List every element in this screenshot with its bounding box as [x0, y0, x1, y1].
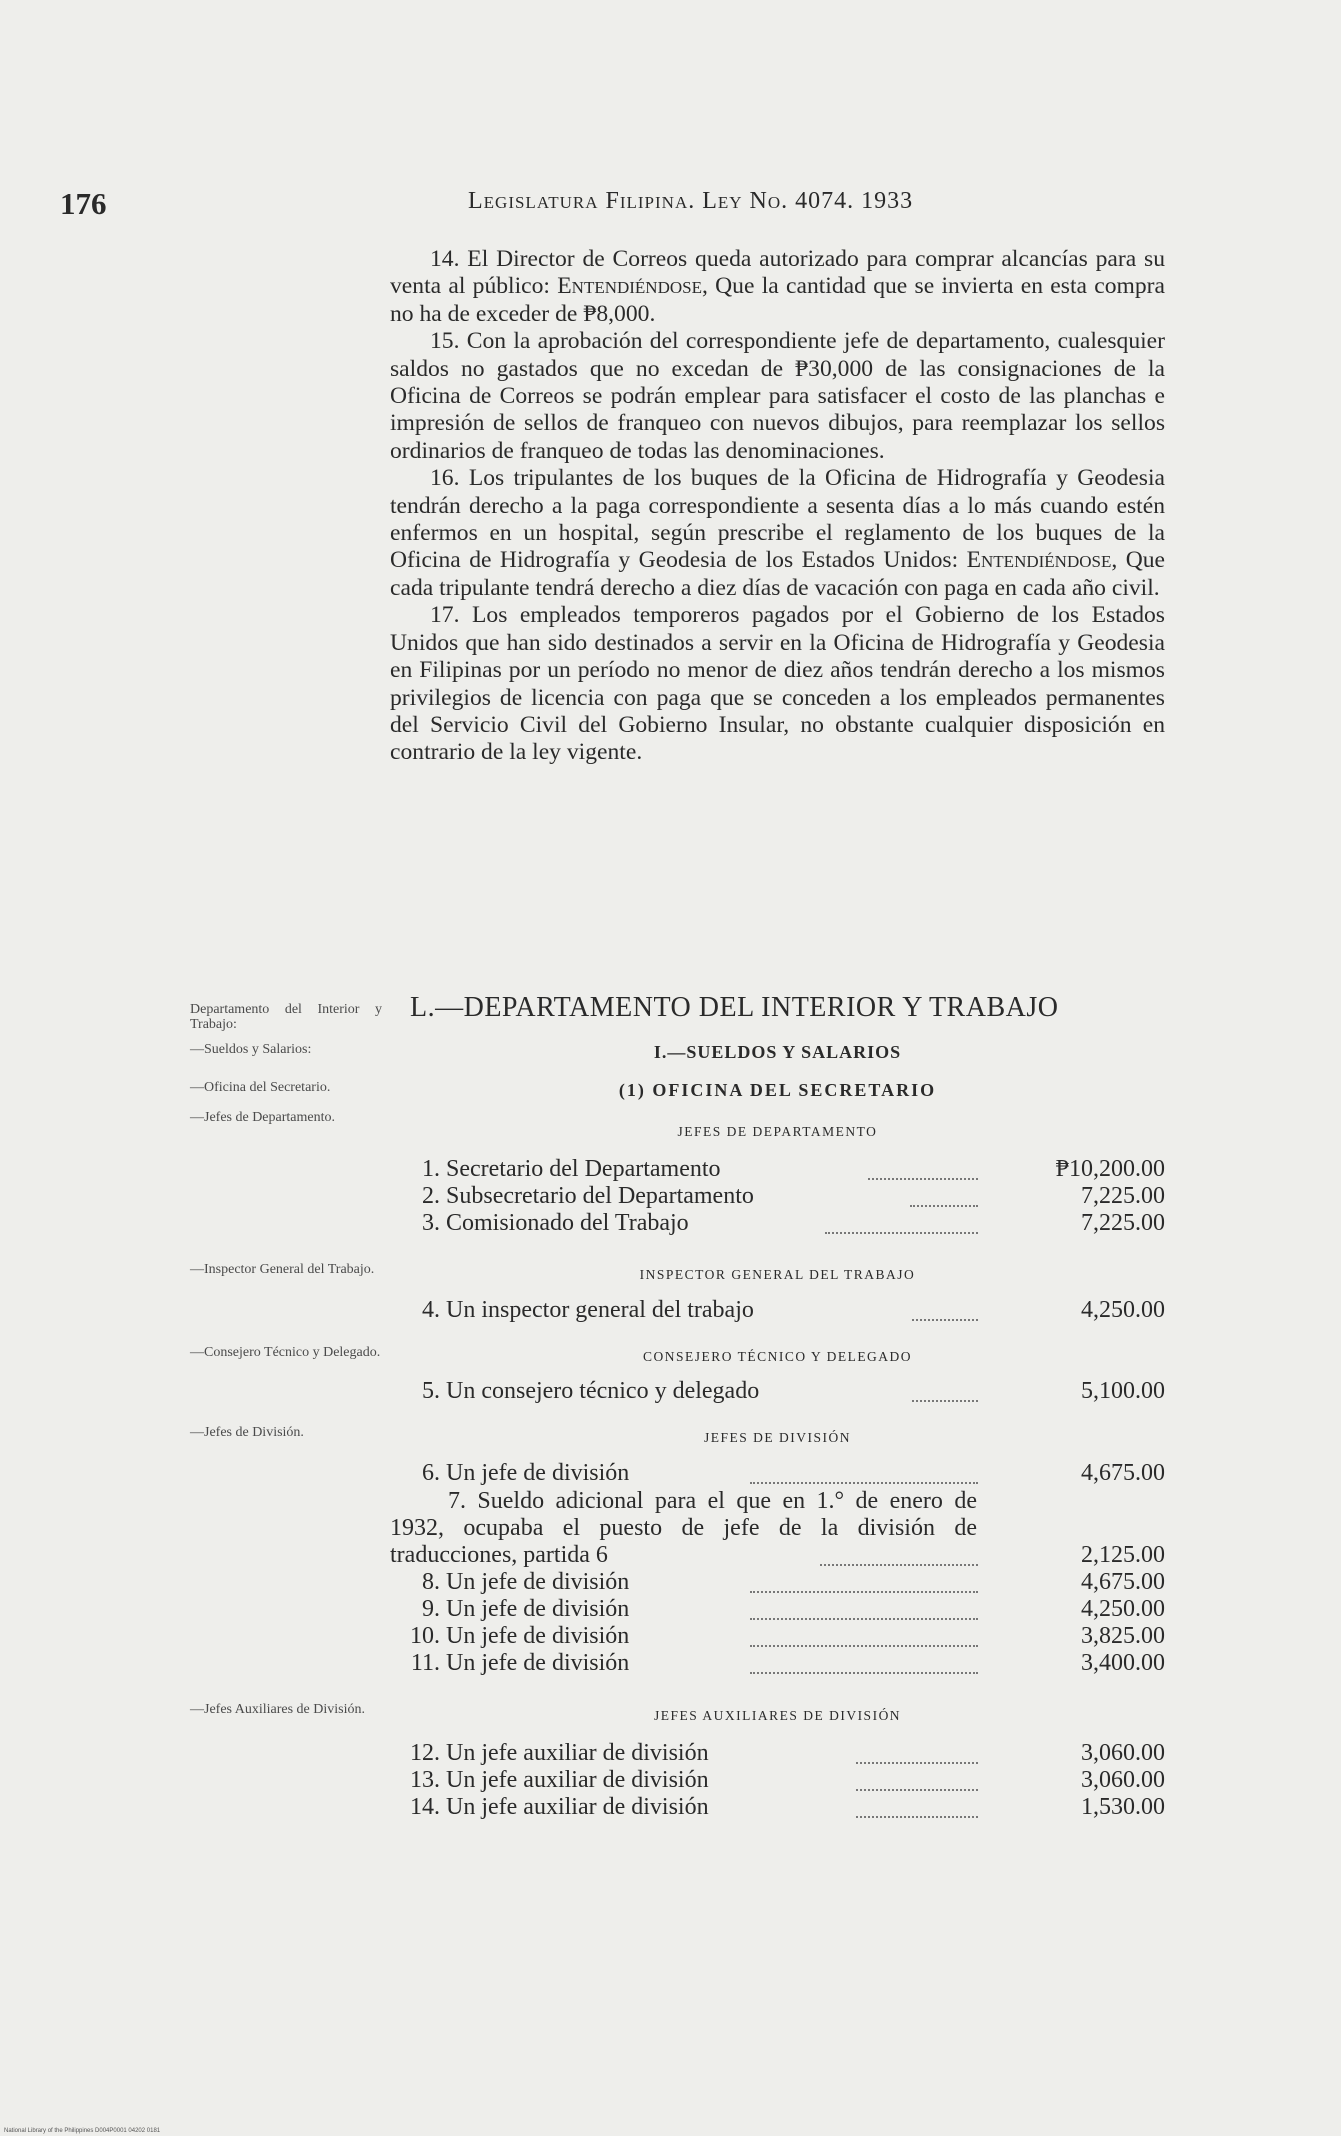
category-heading: INSPECTOR GENERAL DEL TRABAJO	[639, 1267, 916, 1282]
paragraph-16: 16. Los tripulantes de los buques de la Oficina de Hidrografía y Geodesia tendrán derecho a la paga correspondiente a sesenta días a lo más cuando estén enfermos en un hospital, según prescribe el reglamento de los buques de la Oficina de Hidrografía y Geodesia de los Estados Unidos: Entendiéndose, Que cada tripulante tendrá derecho a diez días de vacación con paga en cada año civil.	[390, 465, 1165, 601]
line-item: 1. Secretario del Departamento ₱10,200.00	[422, 1156, 1165, 1182]
margin-note: —Jefes Auxiliares de División.	[190, 1702, 365, 1717]
margin-note: —Jefes de Departamento.	[190, 1110, 335, 1125]
line-item: 12. Un jefe auxiliar de división 3,060.00	[410, 1740, 1165, 1766]
margin-note: —Jefes de División.	[190, 1425, 304, 1440]
line-item: 4. Un inspector general del trabajo 4,250.00	[422, 1297, 1165, 1323]
margin-note: —Sueldos y Salarios:	[190, 1042, 312, 1057]
category-heading: JEFES AUXILIARES DE DIVISIÓN	[653, 1708, 902, 1723]
line-item: 8. Un jefe de división 4,675.00	[422, 1569, 1165, 1595]
line-item: 2,125.00	[390, 1542, 1165, 1570]
line-item-paragraph: 7. Sueldo adicional para el que en 1.° de enero de 1932, ocupaba el puesto de jefe de la división de traducciones, partida 6	[390, 1488, 977, 1568]
line-item: 5. Un consejero técnico y delegado 5,100.00	[422, 1378, 1165, 1404]
page-header	[60, 186, 1080, 226]
page-number: 176	[60, 186, 107, 221]
subsection-heading: I.—SUELDOS Y SALARIOS	[653, 1042, 902, 1062]
paragraph-17: 17. Los empleados temporeros pagados por el Gobierno de los Estados Unidos que han sido destinados a servir en la Oficina de Hidrografía y Geodesia en Filipinas por un período no menor de diez años tendrán derecho a los mismos privilegios de licencia con paga que se conceden a los empleados permanentes del Servicio Civil del Gobierno Insular, no obstante cualquier disposición en contrario de la ley vigente.	[390, 602, 1165, 766]
section-title: L.—DEPARTAMENTO DEL INTERIOR Y TRABAJO	[410, 992, 1059, 1023]
margin-note: —Inspector General del Trabajo.	[190, 1262, 375, 1277]
scan-footer: National Library of the Philippines D004P0001 04202 0181	[4, 2128, 161, 2134]
margin-note: Departamento del Interior y Trabajo:	[190, 1002, 382, 1032]
paragraph-15: 15. Con la aprobación del correspondiente jefe de departamento, cualesquier saldos no gastados que no excedan de ₱30,000 de las consignaciones de la Oficina de Correos se podrán emplear para satisfacer el costo de las planchas e impresión de sellos de franqueo con nuevos dibujos, para reemplazar los sellos ordinarios de franqueo de todas las denominaciones.	[390, 328, 1165, 464]
line-item: 10. Un jefe de división 3,825.00	[410, 1623, 1165, 1649]
line-item: 14. Un jefe auxiliar de división 1,530.00	[410, 1794, 1165, 1820]
margin-note: —Consejero Técnico y Delegado.	[190, 1345, 381, 1360]
subsection-heading: (1) OFICINA DEL SECRETARIO	[618, 1080, 937, 1100]
margin-note: —Oficina del Secretario.	[190, 1080, 331, 1095]
category-heading: JEFES DE DIVISIÓN	[704, 1430, 851, 1445]
line-item: 9. Un jefe de división 4,250.00	[422, 1596, 1165, 1622]
category-heading: JEFES DE DEPARTAMENTO	[677, 1124, 878, 1139]
line-item: 11. Un jefe de división 3,400.00	[410, 1650, 1165, 1676]
body-text	[390, 246, 1165, 767]
category-heading: CONSEJERO TÉCNICO Y DELEGADO	[642, 1349, 913, 1364]
running-head: Legislatura Filipina. Ley No. 4074. 1933	[468, 188, 914, 214]
line-item: 2. Subsecretario del Departamento 7,225.00	[422, 1183, 1165, 1209]
line-item: 3. Comisionado del Trabajo 7,225.00	[422, 1210, 1165, 1236]
paragraph-14: 14. El Director de Correos queda autorizado para comprar alcancías para su venta al público: Entendiéndose, Que la cantidad que se invierta en esta compra no ha de exceder de ₱8,000.	[390, 246, 1166, 327]
line-item: 13. Un jefe auxiliar de división 3,060.00	[410, 1767, 1165, 1793]
line-item: 6. Un jefe de división 4,675.00	[422, 1460, 1165, 1486]
